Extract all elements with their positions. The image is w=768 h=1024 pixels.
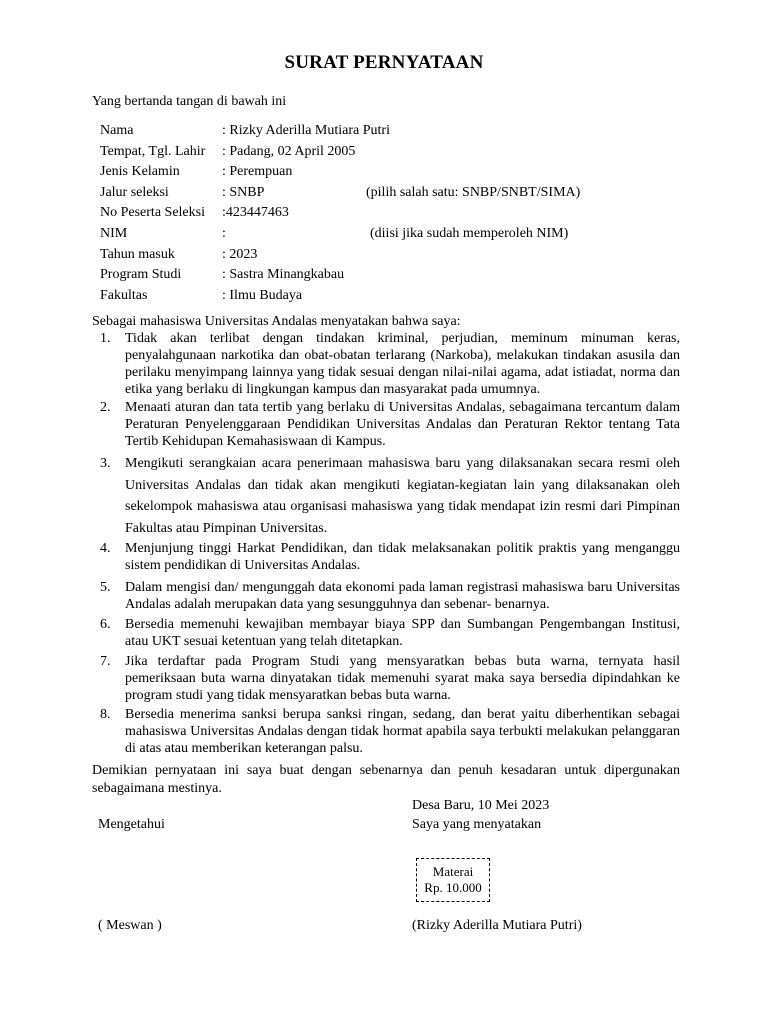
left-signer-name: ( Meswan )	[98, 918, 162, 933]
list-number: 6.	[100, 617, 111, 632]
list-text: Menaati aturan dan tata tertib yang berlaku di Universitas Andalas, sebagaimana tercantum dalam Peraturan Penyelenggaraan Pendidikan Universitas Andalas dan Peraturan Rektor tentang Tata Tertib Kehidupan Kemahasiswaan di Kampus.	[125, 400, 680, 449]
value-fakultas: : Ilmu Budaya	[222, 287, 303, 303]
closing-paragraph: Demikian pernyataan ini saya buat dengan sebenarnya dan penuh kesadaran untuk dipergunakan sebagaimana mestinya.	[92, 763, 680, 796]
list-item	[92, 540, 680, 574]
value-jk: : Perempuan	[222, 164, 293, 180]
declarant-label: Saya yang menyatakan	[412, 817, 542, 832]
value-prodi: : Sastra Minangkabau	[222, 267, 345, 283]
declaration-list	[92, 330, 680, 757]
list-text: Tidak akan terlibat dengan tindakan kriminal, perjudian, meminum minuman keras, penyalahgunaan narkotika dan obat-obatan terlarang (Narkoba), melakukan tindakan asusila dan perilaku menyimpang lainnya yang tidak sesuai dengan nilai-nilai agama, adat istiadat, norma dan etika yang berlaku di lingkungan kampus dan masyarakat pada umumnya.	[125, 331, 680, 397]
list-number: 5.	[100, 580, 111, 595]
value-tahun: : 2023	[222, 246, 258, 262]
list-text: Jika terdaftar pada Program Studi yang mensyaratkan bebas buta warna, ternyata hasil pemeriksaan buta warna dinyatakan tidak memenuhi syarat maka saya bersedia dipindahkan ke program studi yang tidak mensyaratkan bebas buta warna.	[125, 654, 680, 703]
label-prodi: Program Studi	[100, 267, 182, 283]
stamp-duty-box	[416, 858, 490, 902]
value-nim: :	[222, 225, 226, 241]
list-item	[92, 330, 680, 398]
label-peserta: No Peserta Seleksi	[100, 205, 205, 221]
label-ttl: Tempat, Tgl. Lahir	[100, 143, 206, 159]
list-number: 2.	[100, 400, 111, 415]
label-jk: Jenis Kelamin	[100, 164, 180, 180]
stamp-line-1: Materai	[432, 864, 474, 879]
note-nim: (diisi jika sudah memperoleh NIM)	[370, 225, 569, 241]
list-text: Bersedia memenuhi kewajiban membayar biaya SPP dan Sumbangan Pengembangan Institusi, atau UKT sesuai ketentuan yang telah ditetapkan.	[125, 617, 680, 649]
place-date: Desa Baru, 10 Mei 2023	[412, 798, 550, 813]
list-item	[92, 399, 680, 450]
value-peserta: :423447463	[222, 205, 289, 221]
label-tahun: Tahun masuk	[100, 246, 175, 262]
stamp-line-2: Rp. 10.000	[424, 880, 482, 895]
list-item	[92, 579, 680, 613]
list-number: 3.	[100, 456, 111, 471]
label-jalur: Jalur seleksi	[100, 184, 169, 200]
note-jalur: (pilih salah satu: SNBP/SNBT/SIMA)	[366, 184, 581, 200]
label-nama: Nama	[100, 123, 134, 138]
intro-text: Yang bertanda tangan di bawah ini	[92, 94, 287, 109]
value-jalur: : SNBP	[222, 184, 265, 200]
list-item	[92, 706, 680, 757]
list-number: 7.	[100, 654, 111, 669]
list-number: 1.	[100, 331, 111, 346]
list-number: 4.	[100, 541, 111, 556]
label-fakultas: Fakultas	[100, 287, 148, 303]
list-text: Bersedia menerima sanksi berupa sanksi ringan, sedang, dan berat yaitu diberhentikan sebagai mahasiswa Universitas Andalas dengan tidak hormat apabila saya terbukti melakukan pelanggaran di atas atau memberikan keterangan palsu.	[125, 707, 680, 756]
list-text: Mengikuti serangkaian acara penerimaan mahasiswa baru yang dilaksanakan secara resmi oleh Universitas Andalas dan tidak akan mengikuti kegiatan-kegiatan lain yang dilaksanakan oleh sekelompok mahasiswa atau organisasi mahasiswa yang tidak mendapat izin resmi dari Pimpinan Fakultas atau Pimpinan Universitas.	[125, 456, 680, 536]
list-item	[92, 453, 680, 539]
value-ttl: : Padang, 02 April 2005	[222, 143, 356, 159]
acknowledged-label: Mengetahui	[98, 817, 165, 832]
right-signer-name: (Rizky Aderilla Mutiara Putri)	[412, 918, 582, 933]
list-text: Dalam mengisi dan/ mengunggah data ekonomi pada laman registrasi mahasiswa baru Universitas Andalas adalah merupakan data yang sesungguhnya dan sebenar- benarnya.	[125, 580, 680, 612]
list-number: 8.	[100, 707, 111, 722]
label-nim: NIM	[100, 225, 128, 241]
value-nama: : Rizky Aderilla Mutiara Putri	[222, 123, 390, 138]
document-title: SURAT PERNYATAAN	[284, 52, 484, 73]
list-text: Menjunjung tinggi Harkat Pendidikan, dan tidak melaksanakan politik praktis yang menganggu sistem pendidikan di Universitas Andalas.	[125, 541, 680, 573]
list-item	[92, 616, 680, 650]
statement-text: Sebagai mahasiswa Universitas Andalas menyatakan bahwa saya:	[92, 314, 461, 329]
list-item	[92, 653, 680, 704]
